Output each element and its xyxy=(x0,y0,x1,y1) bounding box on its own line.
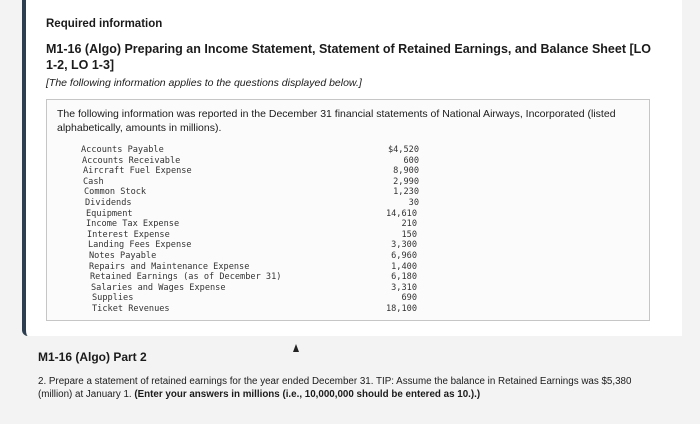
account-name: Income Tax Expense xyxy=(86,219,180,230)
account-value: 3,300 xyxy=(391,240,417,251)
panel-intro: The following information was reported in the December 31 financial statements of National Airways, Incorporated (listed alphabetically, amounts in millions). xyxy=(57,108,616,134)
account-row xyxy=(81,262,419,273)
account-row xyxy=(81,293,419,304)
account-value: 14,610 xyxy=(385,208,417,219)
account-row xyxy=(81,230,419,241)
account-name: Supplies xyxy=(92,293,134,304)
account-row xyxy=(81,198,419,209)
account-row xyxy=(81,177,419,188)
account-row xyxy=(81,209,419,220)
account-name: Salaries and Wages Expense xyxy=(91,282,226,293)
account-name: Landing Fees Expense xyxy=(88,240,192,251)
account-name: Retained Earnings (as of December 31) xyxy=(90,272,282,283)
account-row xyxy=(81,240,419,251)
account-name: Accounts Payable xyxy=(81,145,164,155)
account-name: Ticket Revenues xyxy=(92,303,170,314)
account-name: Cash xyxy=(83,176,104,187)
account-value: 1,400 xyxy=(391,261,417,272)
question-card xyxy=(22,0,682,336)
account-value: 150 xyxy=(401,229,417,240)
account-value: $4,520 xyxy=(387,145,419,155)
account-row xyxy=(81,251,419,262)
account-row xyxy=(81,272,419,283)
account-name: Aircraft Fuel Expense xyxy=(83,166,192,177)
account-row xyxy=(81,304,419,315)
account-value: 6,180 xyxy=(391,272,417,283)
information-panel xyxy=(46,99,650,321)
account-row xyxy=(81,166,419,177)
account-value: 690 xyxy=(401,293,417,304)
account-name: Notes Payable xyxy=(89,250,157,261)
required-information-label: Required information xyxy=(46,18,163,30)
account-value: 18,100 xyxy=(385,303,417,314)
instruction-text: 2. Prepare a statement of retained earnings for the year ended December 31. TIP: Assume the balance in Retained Earnings was $5,380 (million) at January 1. xyxy=(38,376,632,400)
account-value: 8,900 xyxy=(393,166,419,177)
part-title: M1-16 (Algo) Part 2 xyxy=(38,350,147,364)
account-name: Interest Expense xyxy=(87,229,170,240)
accounts-table xyxy=(81,145,419,315)
account-row xyxy=(81,219,419,230)
account-value: 210 xyxy=(401,219,417,230)
account-value: 30 xyxy=(408,197,419,208)
account-name: Accounts Receivable xyxy=(82,155,181,166)
instruction-bold-text: (Enter your answers in millions (i.e., 10,000,000 should be entered as 10.).) xyxy=(134,388,481,400)
part-instruction xyxy=(38,376,648,401)
account-value: 600 xyxy=(403,155,419,166)
account-value: 6,960 xyxy=(391,250,417,261)
account-row xyxy=(81,156,419,167)
account-name: Equipment xyxy=(86,208,133,219)
info-note: [The following information applies to the questions displayed below.] xyxy=(46,77,362,89)
account-name: Dividends xyxy=(85,197,132,208)
account-value: 3,310 xyxy=(391,282,417,293)
account-row xyxy=(81,283,419,294)
mouse-cursor-icon xyxy=(293,344,299,352)
account-value: 1,230 xyxy=(393,187,419,198)
account-name: Common Stock xyxy=(84,187,147,198)
account-name: Repairs and Maintenance Expense xyxy=(89,261,250,272)
account-row xyxy=(81,145,419,156)
problem-title: M1-16 (Algo) Preparing an Income Statement, Statement of Retained Earnings, and Balance Sheet [LO 1-2, LO 1-3] xyxy=(46,42,651,72)
account-value: 2,990 xyxy=(393,176,419,187)
account-row xyxy=(81,187,419,198)
